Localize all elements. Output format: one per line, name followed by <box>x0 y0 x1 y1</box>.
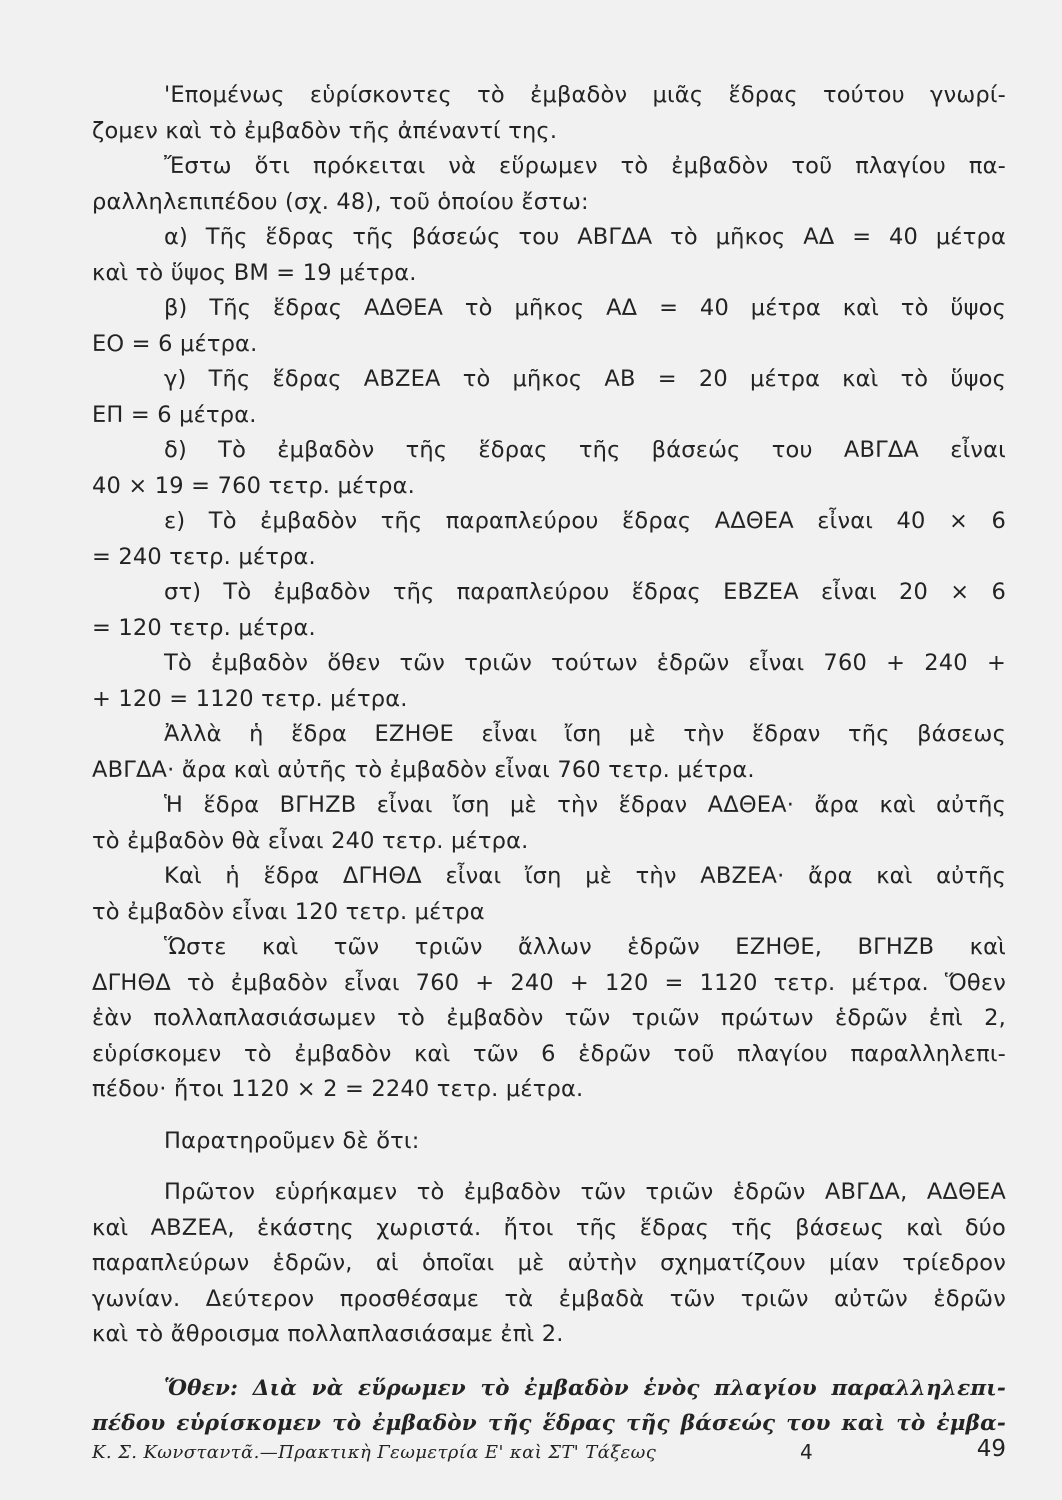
text-line: = 240 τετρ. μέτρα. <box>92 543 316 570</box>
text-line: Ὥστε καὶ τῶν τριῶν ἄλλων ἑδρῶν ΕΖΗΘΕ, ΒΓΗΖΒ καὶ <box>164 934 1006 960</box>
text-line: ζομεν καὶ τὸ ἐμβαδὸν τῆς ἀπέναντί της. <box>92 117 558 144</box>
text-line: Παρατηροῦμεν δὲ ὅτι: <box>164 1127 420 1154</box>
rule-text-line: Ὅθεν: Διὰ νὰ εὕρωμεν τὸ ἐμβαδὸν ἑνὸς πλαγίου παραλληλεπι- <box>164 1375 1006 1401</box>
text-line: α) Τῆς ἕδρας τῆς βάσεώς του ΑΒΓΔΑ τὸ μῆκος ΑΔ = 40 μέτρα <box>164 224 1006 250</box>
text-line: ραλληλεπιπέδου (σχ. 48), τοῦ ὁποίου ἔστω: <box>92 188 589 215</box>
page-number: 49 <box>976 1436 1006 1462</box>
text-line: καὶ ΑΒΖΕΑ, ἑκάστης χωριστά. ἤτοι τῆς ἕδρας τῆς βάσεως καὶ δύο <box>92 1214 1006 1241</box>
page-footer <box>92 1436 1006 1470</box>
text-line: = 120 τετρ. μέτρα. <box>92 614 316 641</box>
text-line: β) Τῆς ἕδρας ΑΔΘΕΑ τὸ μῆκος ΑΔ = 40 μέτρα καὶ τὸ ὕψος <box>164 295 1006 321</box>
text-line: ΑΒΓΔΑ· ἄρα καὶ αὐτῆς τὸ ἐμβαδὸν εἶναι 760 τετρ. μέτρα. <box>92 756 755 783</box>
rule-text-line: πέδου εὑρίσκομεν τὸ ἐμβαδὸν τῆς ἕδρας τῆς βάσεώς του καὶ τὸ ἐμβα- <box>92 1411 1006 1436</box>
text-line: Καὶ ἡ ἕδρα ΔΓΗΘΔ εἶναι ἴση μὲ τὴν ΑΒΖΕΑ· ἄρα καὶ αὐτῆς <box>164 863 1006 889</box>
text-line: Πρῶτον εὑρήκαμεν τὸ ἐμβαδὸν τῶν τριῶν ἑδρῶν ΑΒΓΔΑ, ΑΔΘΕΑ <box>164 1179 1006 1205</box>
text-line: + 120 = 1120 τετρ. μέτρα. <box>92 685 408 712</box>
text-line: Ἀλλὰ ἡ ἕδρα ΕΖΗΘΕ εἶναι ἴση μὲ τὴν ἕδραν τῆς βάσεως <box>164 721 1006 747</box>
page-body <box>92 78 1006 1442</box>
text-line: δ) Τὸ ἐμβαδὸν τῆς ἕδρας τῆς βάσεώς του ΑΒΓΔΑ εἶναι <box>164 437 1006 463</box>
text-line: ΕΠ = 6 μέτρα. <box>92 401 257 428</box>
text-line: Ἔστω ὅτι πρόκειται νὰ εὕρωμεν τὸ ἐμβαδὸν τοῦ πλαγίου πα- <box>164 153 1006 179</box>
text-line: καὶ τὸ ἄθροισμα πολλαπλασιάσαμε ἐπὶ 2. <box>92 1321 564 1347</box>
text-line: 'Επομένως εὑρίσκοντες τὸ ἐμβαδὸν μιᾶς ἕδρας τούτου γνωρί- <box>164 82 1006 108</box>
text-line: στ) Τὸ ἐμβαδὸν τῆς παραπλεύρου ἕδρας ΕΒΖΕΑ εἶναι 20 × 6 <box>164 579 1006 605</box>
text-line: καὶ τὸ ὕψος ΒΜ = 19 μέτρα. <box>92 259 417 286</box>
footer-book-title: Κ. Σ. Κωνσταντᾶ.—Πρακτικὴ Γεωμετρία Ε' καὶ ΣΤ' Τάξεως <box>92 1442 657 1463</box>
text-line: εὑρίσκομεν τὸ ἐμβαδὸν καὶ τῶν 6 ἑδρῶν τοῦ πλαγίου παραλληλεπι- <box>92 1040 1006 1067</box>
text-line: ε) Τὸ ἐμβαδὸν τῆς παραπλεύρου ἕδρας ΑΔΘΕΑ εἶναι 40 × 6 <box>164 508 1006 534</box>
text-line: ἐὰν πολλαπλασιάσωμεν τὸ ἐμβαδὸν τῶν τριῶν πρώτων ἑδρῶν ἐπὶ 2, <box>92 1005 1006 1031</box>
text-line: 40 × 19 = 760 τετρ. μέτρα. <box>92 472 416 499</box>
text-line: πέδου· ἤτοι 1120 × 2 = 2240 τετρ. μέτρα. <box>92 1076 584 1102</box>
text-line: ΕΟ = 6 μέτρα. <box>92 330 258 357</box>
text-line: τὸ ἐμβαδὸν εἶναι 120 τετρ. μέτρα <box>92 898 485 925</box>
text-line: ΔΓΗΘΔ τὸ ἐμβαδὸν εἶναι 760 + 240 + 120 = 1120 τετρ. μέτρα. Ὅθεν <box>92 969 1006 996</box>
footer-signature: 4 <box>800 1440 813 1464</box>
text-line: τὸ ἐμβαδὸν θὰ εἶναι 240 τετρ. μέτρα. <box>92 827 529 854</box>
text-line: παραπλεύρων ἑδρῶν, αἱ ὁποῖαι μὲ αὐτὴν σχηματίζουν μίαν τρίεδρον <box>92 1250 1006 1276</box>
text-line: Τὸ ἐμβαδὸν ὅθεν τῶν τριῶν τούτων ἑδρῶν εἶναι 760 + 240 + <box>164 650 1006 676</box>
text-line: Ἡ ἕδρα ΒΓΗΖΒ εἶναι ἴση μὲ τὴν ἕδραν ΑΔΘΕΑ· ἄρα καὶ αὐτῆς <box>164 792 1006 818</box>
text-line: γ) Τῆς ἕδρας ΑΒΖΕΑ τὸ μῆκος ΑΒ = 20 μέτρα καὶ τὸ ὕψος <box>164 366 1006 392</box>
text-line: γωνίαν. Δεύτερον προσθέσαμε τὰ ἐμβαδὰ τῶν τριῶν αὐτῶν ἑδρῶν <box>92 1285 1006 1312</box>
